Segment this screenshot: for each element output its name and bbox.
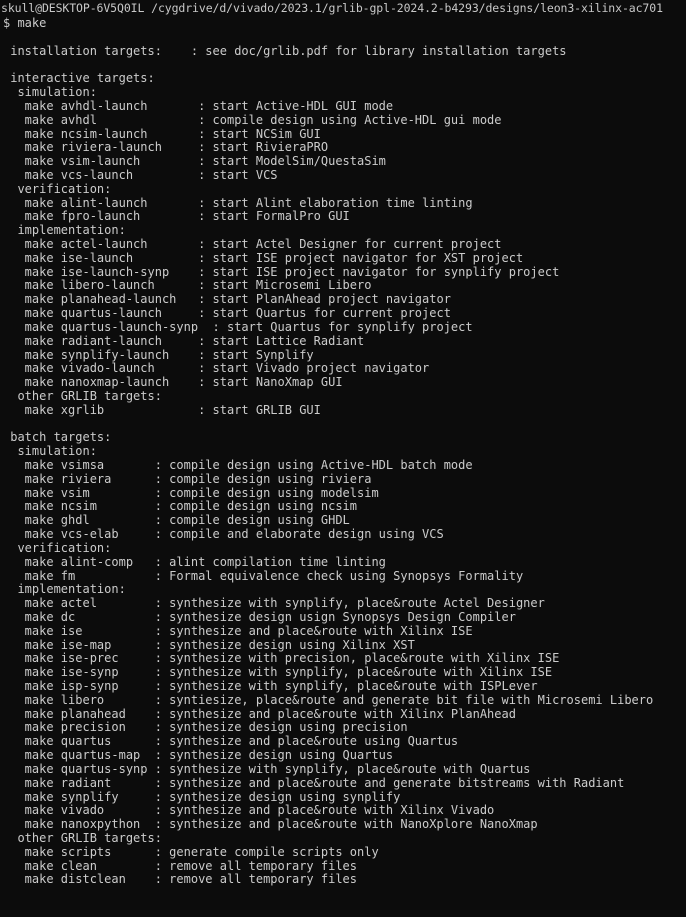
terminal-line: simulation:	[3, 444, 97, 459]
terminal-line	[3, 418, 684, 432]
terminal-line	[3, 31, 684, 45]
terminal-line: make vsim-launch : start ModelSim/QuestaSim	[3, 154, 386, 169]
window-title: skull@DESKTOP-6V5Q0IL /cygdrive/d/vivado/2023.1/grlib-gpl-2024.2-b4293/designs/leon3-xilinx-ac701	[0, 0, 686, 17]
terminal-line: make ghdl : compile design using GHDL	[3, 513, 350, 528]
terminal-line: make dc : synthesize design usign Synopsys Design Compiler	[3, 609, 516, 624]
terminal-line: implementation:	[3, 223, 126, 238]
terminal-line: make ncsim : compile design using ncsim	[3, 499, 358, 514]
terminal-line: make vivado : synthesize and place&route with Xilinx Vivado	[3, 803, 495, 818]
terminal-line: verification:	[3, 181, 112, 196]
terminal-line: make quartus : synthesize and place&route using Quartus	[3, 734, 459, 749]
terminal-line: make libero-launch : start Microsemi Libero	[3, 278, 372, 293]
terminal-line: make distclean : remove all temporary files	[3, 872, 358, 887]
terminal-line: make precision : synthesize design using precision	[3, 720, 408, 735]
terminal-line: implementation:	[3, 582, 126, 597]
terminal-line: other GRLIB targets:	[3, 388, 162, 403]
terminal-line: make alint-comp : alint compilation time linting	[3, 554, 386, 569]
terminal-line: make scripts : generate compile scripts only	[3, 844, 379, 859]
terminal-output-area[interactable]	[0, 17, 686, 917]
terminal-line: make vcs-launch : start VCS	[3, 167, 278, 182]
terminal-line: make vcs-elab : compile and elaborate design using VCS	[3, 527, 444, 542]
terminal-line: simulation:	[3, 85, 97, 100]
terminal-line: make riviera : compile design using riviera	[3, 471, 372, 486]
terminal-line: make synplify-launch : start Synplify	[3, 347, 314, 362]
terminal-line: make riviera-launch : start RivieraPRO	[3, 140, 329, 155]
terminal-line: verification:	[3, 540, 112, 555]
terminal-line: make planahead-launch : start PlanAhead project navigator	[3, 292, 451, 307]
terminal-line: make isp-synp : synthesize with synplify, place&route with ISPLever	[3, 679, 538, 693]
terminal-line: make xgrlib : start GRLIB GUI	[3, 402, 321, 417]
terminal-line: make libero : syntiesize, place&route and generate bit file with Microsemi Libero	[3, 692, 654, 707]
terminal-line: make synplify : synthesize design using synplify	[3, 789, 401, 804]
terminal-line: other GRLIB targets:	[3, 830, 162, 845]
terminal-line: make vivado-launch : start Vivado project navigator	[3, 361, 430, 376]
terminal-line: make ncsim-launch : start NCSim GUI	[3, 126, 321, 141]
terminal-line: make quartus-launch-synp : start Quartus for synplify project	[3, 319, 473, 334]
terminal-line: make fm : Formal equivalence check using Synopsys Formality	[3, 568, 524, 583]
terminal-line: make ise-map : synthesize design using Xilinx XST	[3, 637, 415, 652]
terminal-line: make actel-launch : start Actel Designer for current project	[3, 237, 502, 251]
terminal-line: make fpro-launch : start FormalPro GUI	[3, 209, 350, 224]
terminal-line: make quartus-launch : start Quartus for current project	[3, 306, 451, 321]
terminal-line: interactive targets:	[3, 71, 155, 86]
terminal-line: batch targets:	[3, 430, 112, 445]
terminal-line: make ise-launch-synp : start ISE project navigator for synplify project	[3, 264, 560, 279]
terminal-line: make quartus-map : synthesize design using Quartus	[3, 748, 394, 763]
shell-prompt-line: $ make	[3, 17, 47, 30]
terminal-line	[3, 58, 684, 72]
terminal-line: make nanoxpython : synthesize and place&route with NanoXplore NanoXmap	[3, 817, 538, 832]
terminal-line: make vsimsa : compile design using Active-HDL batch mode	[3, 458, 473, 472]
terminal-line: make actel : synthesize with synplify, place&route Actel Designer	[3, 596, 545, 611]
terminal-line: make quartus-synp : synthesize with synplify, place&route with Quartus	[3, 761, 531, 776]
terminal-line: make planahead : synthesize and place&route with Xilinx PlanAhead	[3, 706, 516, 721]
terminal-line: make ise-prec : synthesize with precision, place&route with Xilinx ISE	[3, 651, 560, 666]
terminal-output-lines	[3, 31, 684, 887]
terminal-line: make radiant : synthesize and place&route and generate bitstreams with Radiant	[3, 775, 625, 790]
terminal-line: make alint-launch : start Alint elaboration time linting	[3, 195, 473, 210]
terminal-line: make radiant-launch : start Lattice Radiant	[3, 333, 365, 348]
terminal-line: make ise-synp : synthesize with synplify, place&route with Xilinx ISE	[3, 665, 553, 680]
terminal-line: make vsim : compile design using modelsim	[3, 485, 379, 500]
terminal-line: make ise : synthesize and place&route with Xilinx ISE	[3, 623, 473, 638]
terminal-line: make clean : remove all temporary files	[3, 858, 358, 873]
terminal-line: make ise-launch : start ISE project navigator for XST project	[3, 250, 524, 265]
terminal-line: make avhdl-launch : start Active-HDL GUI mode	[3, 98, 394, 113]
terminal-line: make avhdl : compile design using Active-HDL gui mode	[3, 112, 502, 127]
terminal-line: make nanoxmap-launch : start NanoXmap GUI	[3, 375, 343, 390]
terminal-line: installation targets: : see doc/grlib.pdf for library installation targets	[3, 43, 567, 58]
